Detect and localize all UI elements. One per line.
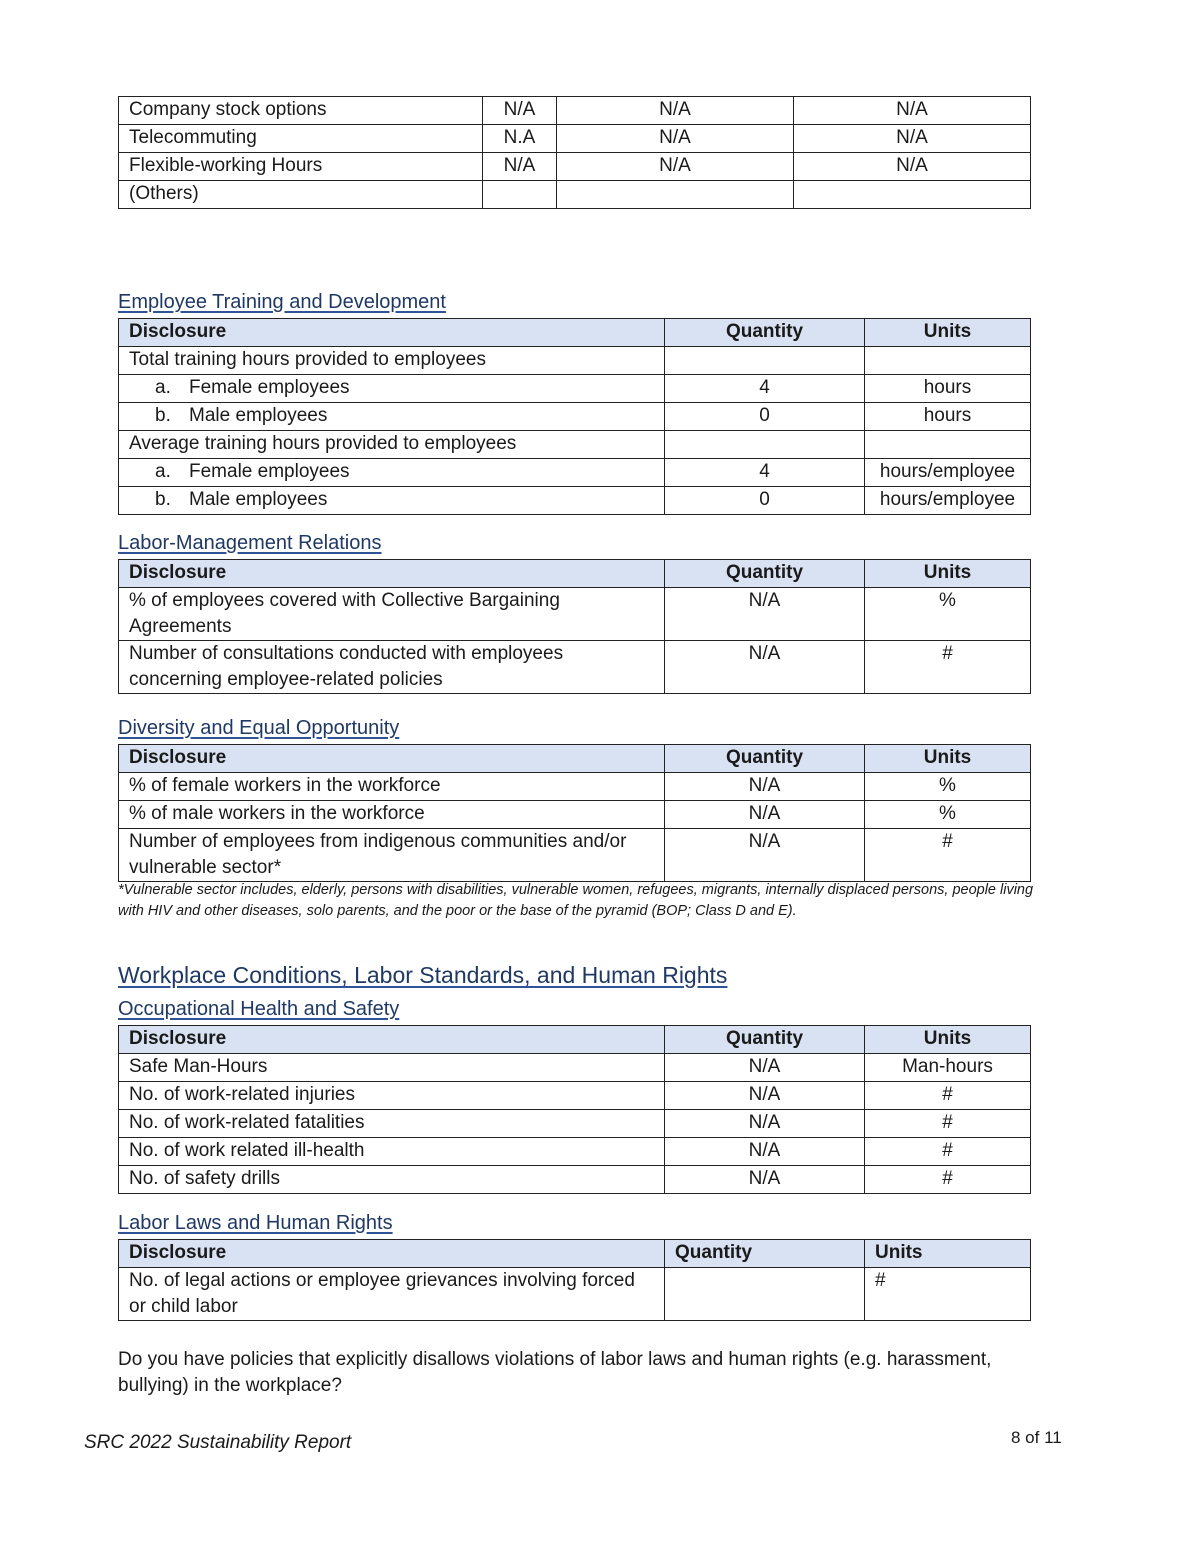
units-header: Units (865, 745, 1031, 773)
labor-mgmt-heading: Labor-Management Relations (118, 532, 382, 554)
quantity-cell: N/A (665, 588, 865, 641)
benefit-value: N/A (557, 97, 794, 125)
disclosure-cell: Average training hours provided to employees (119, 431, 665, 459)
table-row (119, 588, 1031, 641)
disclosure-cell: Safe Man-Hours (119, 1054, 665, 1082)
table-row (119, 375, 1031, 403)
table-row (119, 403, 1031, 431)
quantity-header: Quantity (665, 745, 865, 773)
disclosure-cell: % of employees covered with Collective Bargaining Agreements (119, 588, 665, 641)
table-row (119, 773, 1031, 801)
quantity-cell: N/A (665, 1166, 865, 1194)
benefit-label: Flexible-working Hours (119, 153, 483, 181)
benefit-value: N/A (794, 153, 1031, 181)
disclosure-header: Disclosure (119, 745, 665, 773)
disclosure-cell: No. of work-related fatalities (119, 1110, 665, 1138)
benefit-value: N/A (557, 153, 794, 181)
quantity-cell: 4 (665, 375, 865, 403)
units-cell (865, 431, 1031, 459)
list-letter: a. (155, 461, 171, 482)
disclosure-header: Disclosure (119, 319, 665, 347)
list-letter: b. (155, 405, 171, 426)
table-row (119, 801, 1031, 829)
table-header-row (119, 319, 1031, 347)
quantity-header: Quantity (665, 560, 865, 588)
units-cell: % (865, 773, 1031, 801)
benefit-value: N/A (483, 153, 557, 181)
disclosure-cell (119, 403, 665, 431)
page-number: 8 of 11 (1011, 1428, 1062, 1447)
disclosure-cell: Total training hours provided to employees (119, 347, 665, 375)
benefit-label: Company stock options (119, 97, 483, 125)
units-cell: % (865, 588, 1031, 641)
units-header: Units (865, 560, 1031, 588)
units-cell: hours/employee (865, 487, 1031, 515)
disclosure-text: Male employees (189, 489, 328, 510)
disclosure-cell: No. of safety drills (119, 1166, 665, 1194)
quantity-cell: N/A (665, 1054, 865, 1082)
table-row (119, 641, 1031, 694)
table-row (119, 459, 1031, 487)
table-row (119, 1268, 1031, 1321)
quantity-cell: 0 (665, 487, 865, 515)
workplace-heading: Workplace Conditions, Labor Standards, and Human Rights (118, 962, 728, 988)
training-heading: Employee Training and Development (118, 291, 446, 313)
units-cell: # (865, 829, 1031, 882)
units-header: Units (865, 1240, 1031, 1268)
labor-mgmt-table (118, 559, 1031, 694)
disclosure-cell: Number of consultations conducted with employees concerning employee-related policies (119, 641, 665, 694)
quantity-cell: N/A (665, 829, 865, 882)
units-cell: hours (865, 375, 1031, 403)
table-row (119, 1082, 1031, 1110)
vulnerable-sector-footnote: *Vulnerable sector includes, elderly, persons with disabilities, vulnerable women, refugees, migrants, internally displaced persons, people living with HIV and other diseases, solo parents, and the poor or the base of the pyramid (BOP; Class D and E). (118, 882, 1034, 919)
units-cell: # (865, 1166, 1031, 1194)
units-cell: # (865, 1268, 1031, 1321)
table-header-row (119, 1240, 1031, 1268)
table-header-row (119, 560, 1031, 588)
disclosure-cell (119, 487, 665, 515)
table-row (119, 1166, 1031, 1194)
table-row (119, 487, 1031, 515)
table-header-row (119, 745, 1031, 773)
units-cell: Man-hours (865, 1054, 1031, 1082)
table-row (119, 431, 1031, 459)
labor-laws-table (118, 1239, 1031, 1321)
table-row (119, 181, 1031, 209)
list-letter: a. (155, 377, 171, 398)
table-row (119, 347, 1031, 375)
quantity-cell: N/A (665, 641, 865, 694)
disclosure-header: Disclosure (119, 1026, 665, 1054)
quantity-cell: N/A (665, 801, 865, 829)
quantity-header: Quantity (665, 1240, 865, 1268)
table-row (119, 829, 1031, 882)
quantity-header: Quantity (665, 319, 865, 347)
benefit-value (557, 181, 794, 209)
ohs-table (118, 1025, 1031, 1194)
disclosure-cell: No. of legal actions or employee grievances involving forced or child labor (119, 1268, 665, 1321)
quantity-cell: N/A (665, 1138, 865, 1166)
table-row (119, 1110, 1031, 1138)
disclosure-cell: % of female workers in the workforce (119, 773, 665, 801)
training-table (118, 318, 1031, 515)
quantity-cell: N/A (665, 773, 865, 801)
quantity-cell (665, 431, 865, 459)
quantity-cell (665, 1268, 865, 1321)
table-header-row (119, 1026, 1031, 1054)
units-cell: # (865, 1082, 1031, 1110)
units-cell: hours (865, 403, 1031, 431)
benefit-value: N/A (557, 125, 794, 153)
disclosure-cell: % of male workers in the workforce (119, 801, 665, 829)
benefit-value: N/A (794, 125, 1031, 153)
labor-laws-heading: Labor Laws and Human Rights (118, 1212, 393, 1234)
units-header: Units (865, 319, 1031, 347)
quantity-cell: 0 (665, 403, 865, 431)
benefit-label: (Others) (119, 181, 483, 209)
benefit-value (483, 181, 557, 209)
benefit-value: N.A (483, 125, 557, 153)
disclosure-cell (119, 375, 665, 403)
ohs-heading: Occupational Health and Safety (118, 998, 400, 1020)
benefits-table (118, 96, 1031, 209)
units-cell: % (865, 801, 1031, 829)
units-header: Units (865, 1026, 1031, 1054)
benefit-value: N/A (483, 97, 557, 125)
report-title-footer: SRC 2022 Sustainability Report (84, 1432, 352, 1453)
benefit-label: Telecommuting (119, 125, 483, 153)
disclosure-text: Female employees (189, 461, 350, 482)
disclosure-text: Male employees (189, 405, 328, 426)
table-row (119, 125, 1031, 153)
disclosure-cell: No. of work-related injuries (119, 1082, 665, 1110)
diversity-heading: Diversity and Equal Opportunity (118, 717, 400, 739)
list-letter: b. (155, 489, 171, 510)
diversity-table (118, 744, 1031, 882)
benefit-value: N/A (794, 97, 1031, 125)
table-row (119, 97, 1031, 125)
table-row (119, 153, 1031, 181)
disclosure-text: Female employees (189, 377, 350, 398)
quantity-header: Quantity (665, 1026, 865, 1054)
benefit-value (794, 181, 1031, 209)
units-cell: hours/employee (865, 459, 1031, 487)
disclosure-header: Disclosure (119, 560, 665, 588)
units-cell: # (865, 1138, 1031, 1166)
policy-question: Do you have policies that explicitly disallows violations of labor laws and human rights (e.g. harassment, bullying) in the workplace? (118, 1349, 992, 1396)
disclosure-header: Disclosure (119, 1240, 665, 1268)
quantity-cell: N/A (665, 1110, 865, 1138)
quantity-cell: N/A (665, 1082, 865, 1110)
disclosure-cell (119, 459, 665, 487)
disclosure-cell: Number of employees from indigenous communities and/or vulnerable sector* (119, 829, 665, 882)
units-cell: # (865, 641, 1031, 694)
quantity-cell (665, 347, 865, 375)
quantity-cell: 4 (665, 459, 865, 487)
units-cell: # (865, 1110, 1031, 1138)
disclosure-cell: No. of work related ill-health (119, 1138, 665, 1166)
table-row (119, 1138, 1031, 1166)
units-cell (865, 347, 1031, 375)
table-row (119, 1054, 1031, 1082)
